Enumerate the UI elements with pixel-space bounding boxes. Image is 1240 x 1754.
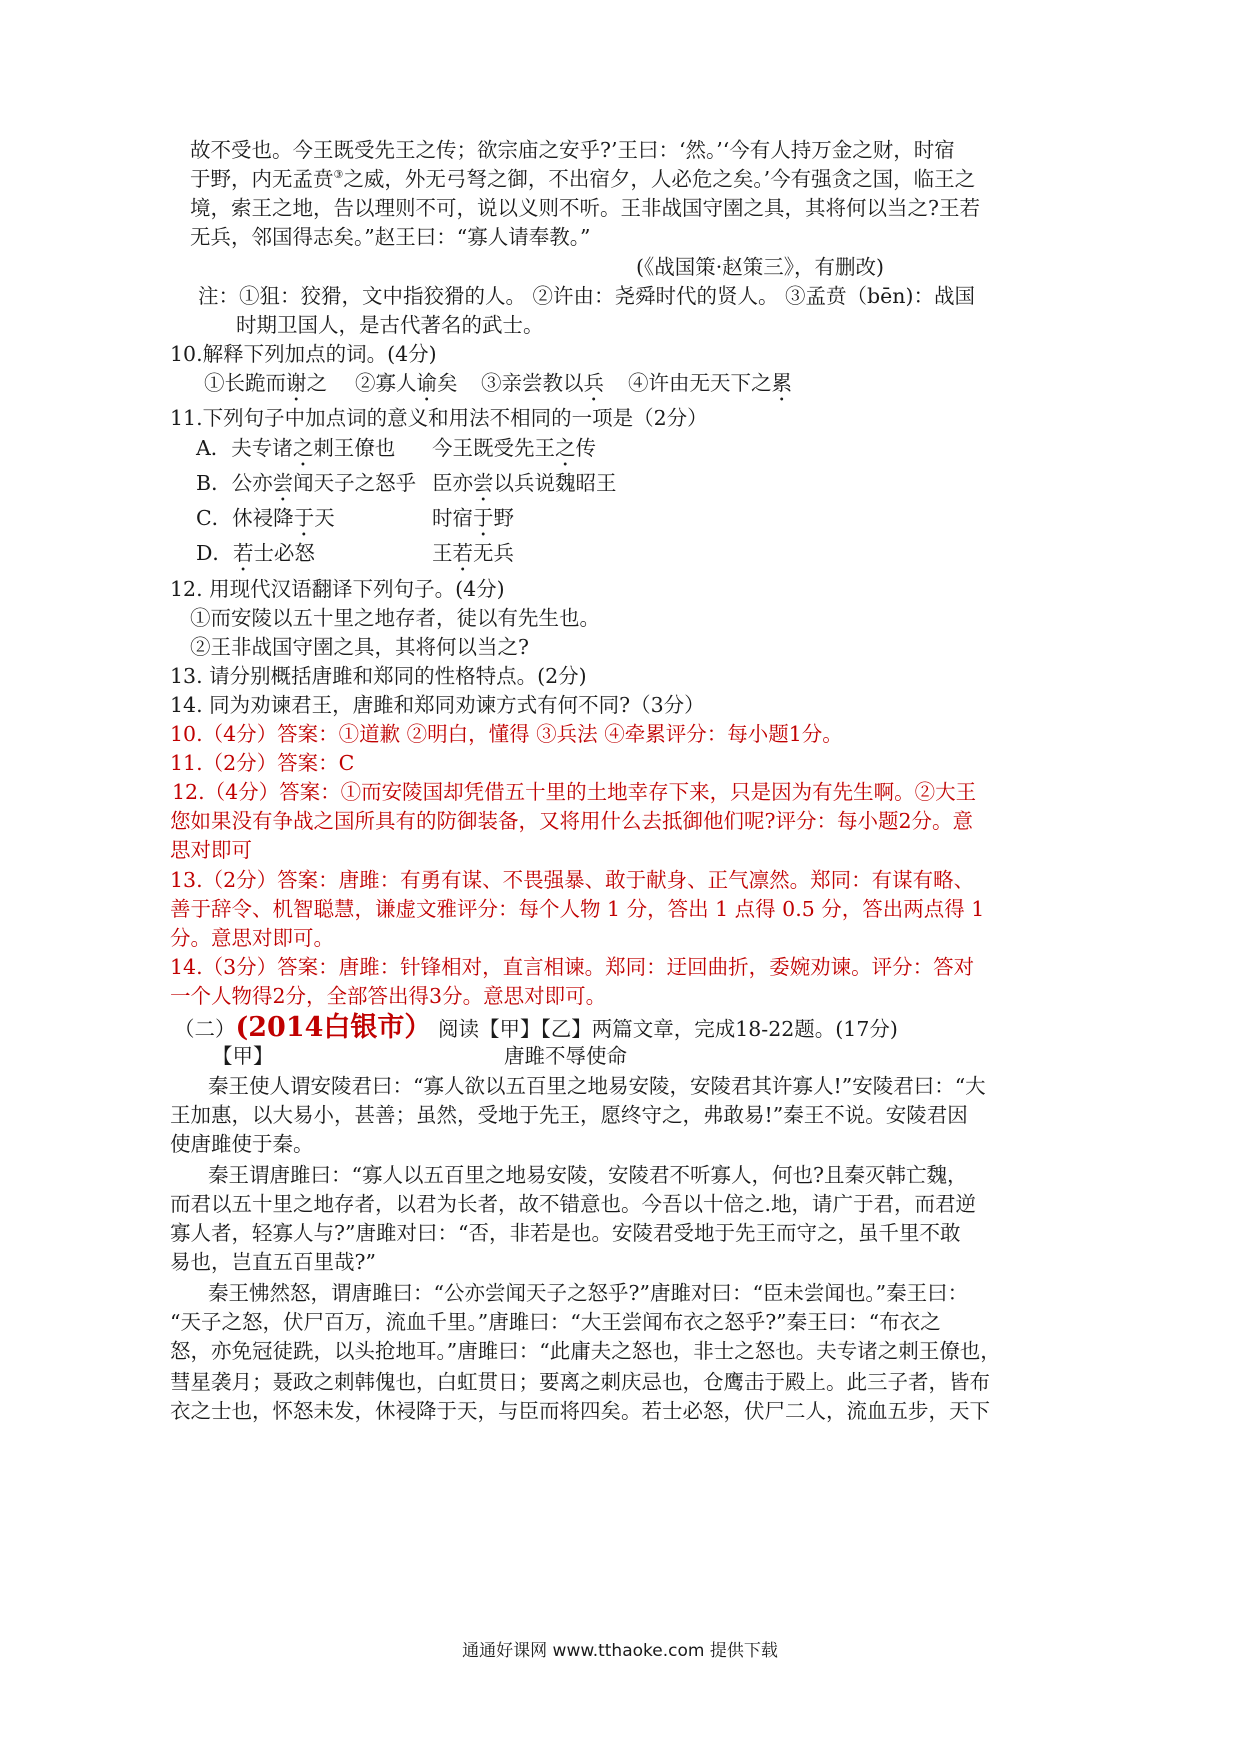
passage-line: 秦王使人谓安陵君曰：“寡人欲以五百里之地易安陵，安陵君其许寡人!”安陵君曰：“大 (208, 1074, 986, 1098)
q10-item: ④许由无天下之累 (628, 371, 792, 395)
passage-line: 怒，亦免冠徒跣，以头抢地耳。”唐雎曰：“此庸夫之怒也，非士之怒也。夫专诸之刺王僚也， (170, 1339, 1001, 1363)
page-footer: 通通好课网 www.tthaoke.com 提供下载 (462, 1641, 778, 1661)
passage-line: 秦王怫然怒，谓唐雎曰：“公亦尝闻天子之怒乎?”唐雎对曰：“臣未尝闻也。”秦王曰： (208, 1281, 969, 1305)
passage-title: 唐雎不辱使命 (504, 1044, 627, 1068)
q11-option: 时宿于野 (432, 506, 514, 530)
answer-line: 一个人物得2分，全部答出得3分。意思对即可。 (170, 984, 607, 1008)
note-line: 注：①狙：狡猾，文中指狡猾的人。 ②许由：尧舜时代的贤人。 ③孟贲（bēn)：战国 (198, 284, 975, 308)
q11-option: 臣亦尝以兵说魏昭王 (432, 471, 617, 495)
passage-line: 使唐雎使于秦。 (170, 1132, 314, 1156)
q11-option: 王若无兵 (432, 541, 514, 565)
question-12-stem: 12. 用现代汉语翻译下列句子。(4分) (170, 577, 505, 601)
passage-line: 而君以五十里之地存者，以君为长者，故不错意也。今吾以十倍之.地，请广于君，而君逆 (170, 1192, 977, 1216)
source-citation: (《战国策·赵策三》，有删改) (636, 255, 885, 279)
question-14: 14. 同为劝谏君王，唐雎和郑同劝谏方式有何不同?（3分） (170, 693, 705, 717)
q12-sentence: ②王非战国守圉之具，其将何以当之? (190, 635, 529, 659)
answer-line: 14.（3分）答案：唐雎：针锋相对，直言相谏。郑同：迂回曲折，委婉劝谏。评分：答对 (170, 955, 975, 979)
passage-line: 寡人者，轻寡人与?”唐雎对曰：“否，非若是也。安陵君受地于先王而守之，虽千里不敢 (170, 1221, 961, 1245)
note-line: 时期卫国人，是古代著名的武士。 (236, 313, 544, 337)
passage-line: 王加惠，以大易小，甚善；虽然，受地于先王，愿终守之，弗敢易!”秦王不说。安陵君因 (170, 1103, 968, 1127)
answer-line: 13.（2分）答案：唐雎：有勇有谋、不畏强暴、敢于献身、正气凛然。郑同：有谋有略、 (170, 868, 975, 892)
answer-line: 思对即可 (170, 838, 252, 862)
q10-item: ①长跪而谢之 (204, 371, 327, 395)
passage-line: 境，索王之地，告以理则不可，说以义则不听。王非战国守圉之具，其将何以当之?王若 (190, 196, 980, 220)
passage-label: 【甲】 (212, 1044, 274, 1068)
passage-line: 易也，岂直五百里哉?” (170, 1250, 376, 1274)
passage-line: 彗星袭月；聂政之刺韩傀也，白虹贯日；要离之刺庆忌也，仓鹰击于殿上。此三子者，皆布 (170, 1370, 990, 1394)
q10-item: ②寡人谕矣 (355, 371, 458, 395)
passage-line: 秦王谓唐雎曰：“寡人以五百里之地易安陵，安陵君不听寡人，何也?且秦灭韩亡魏， (208, 1163, 968, 1187)
question-10-stem: 10.解释下列加点的词。(4分) (170, 342, 437, 366)
q11-option: 今王既受先王之传 (432, 436, 596, 460)
q11-option: B．公亦尝闻天子之怒乎 (196, 471, 417, 495)
footnote-marker: ③ (333, 168, 344, 182)
section-source-highlight: (2014白银市） (235, 1012, 432, 1043)
question-13: 13. 请分别概括唐雎和郑同的性格特点。(2分) (170, 664, 587, 688)
q11-option: A．夫专诸之刺王僚也 (196, 436, 396, 460)
section-heading: （二）(2014白银市） 阅读【甲】【乙】两篇文章，完成18-22题。(17分) (174, 1012, 898, 1043)
answer-line: 您如果没有争战之国所具有的防御装备，又将用什么去抵御他们呢?评分：每小题2分。意 (170, 809, 974, 833)
q10-item: ③亲尝教以兵 (481, 371, 604, 395)
answer-line: 10.（4分）答案：①道歉 ②明白，懂得 ③兵法 ④牵累评分：每小题1分。 (170, 722, 843, 746)
passage-line: 故不受也。今王既受先王之传；欲宗庙之安乎?’王曰：‘然。’‘今有人持万金之财，时宿 (190, 138, 955, 162)
passage-line: “天子之怒，伏尸百万，流血千里。”唐雎曰：“大王尝闻布衣之怒乎?”秦王曰：“布衣之 (170, 1310, 941, 1334)
answer-line: 善于辞令、机智聪慧，谦虚文雅评分：每个人物 1 分，答出 1 点得 0.5 分，答出两点得 1 (170, 897, 985, 921)
question-11-stem: 11.下列句子中加点词的意义和用法不相同的一项是（2分） (170, 406, 708, 430)
passage-line: 无兵，邻国得志矣。”赵王曰：“寡人请奉教。” (190, 225, 591, 249)
q11-option: D．若士必怒 (196, 541, 315, 565)
passage-line: 衣之士也，怀怒未发，休祲降于天，与臣而将四矣。若士必怒，伏尸二人，流血五步，天下 (170, 1399, 990, 1423)
q12-sentence: ①而安陵以五十里之地存者，徒以有先生也。 (190, 606, 600, 630)
answer-line: 11.（2分）答案：C (170, 751, 355, 775)
answer-line: 12.（4分）答案：①而安陵国却凭借五十里的土地幸存下来，只是因为有先生啊。②大王 (172, 780, 977, 804)
passage-line: 于野，内无孟贲③之威，外无弓弩之御，不出宿夕，人必危之矣。’今有强贪之国，临王之 (190, 167, 976, 191)
q11-option: C．休祲降于天 (196, 506, 335, 530)
answer-line: 分。意思对即可。 (170, 926, 334, 950)
